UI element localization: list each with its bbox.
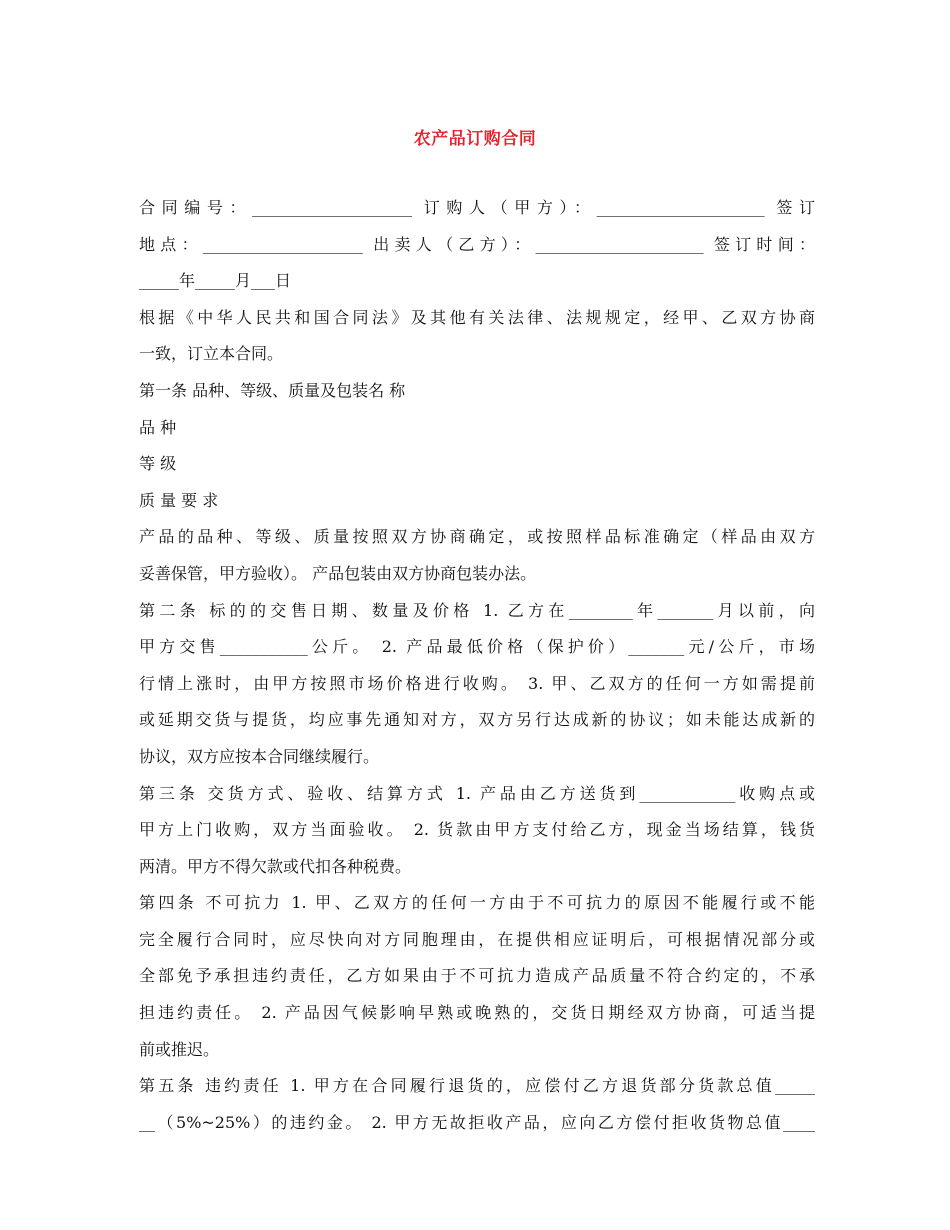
article-2-text: 第二条 标的的交售日期、数量及价格 1. 乙方在________年_______月以前，向 xyxy=(139,600,815,620)
article-2-text: 或延期交货与提货，均应事先通知对方，双方另行达成新的协议；如未能达成新的 xyxy=(139,710,815,730)
signing-date-line: _____年_____月___日 xyxy=(139,271,292,291)
article-4-text: 完全履行合同时，应尽快向对方同胞理由，在提供相应证明后，可根据情况部分或 xyxy=(139,929,815,949)
article-1-text: 妥善保管，甲方验收）。 产品包装由双方协商包装办法。 xyxy=(139,563,537,583)
contract-number-line: 合同编号：____________________ 订购人（甲方）：_____________________ 签订 xyxy=(139,198,815,217)
article-4-text: 担违约责任。 2. 产品因气候影响早熟或晚熟的，交货日期经双方协商，可适当提 xyxy=(139,1003,815,1023)
quality-label: 质 量 要 求 xyxy=(139,490,219,510)
document-body xyxy=(139,190,815,1141)
grade-label: 等 级 xyxy=(139,454,177,474)
preamble-line: 一致，订立本合同。 xyxy=(139,344,284,364)
article-1-text: 产品的品种、等级、质量按照双方协商确定，或按照样品标准确定（样品由双方 xyxy=(139,527,815,547)
signing-place-line: 地点：____________________ 出卖人（乙方）：_____________________ 签订时间： xyxy=(139,234,815,254)
article-2-text: 协议，双方应按本合同继续履行。 xyxy=(139,746,380,766)
article-3-text: 甲方上门收购，双方当面验收。 2. 货款由甲方支付给乙方，现金当场结算，钱货 xyxy=(139,820,815,840)
article-4-text: 全部免予承担违约责任，乙方如果由于不可抗力造成产品质量不符合约定的，不承 xyxy=(139,966,815,986)
article-2-text: 行情上涨时，由甲方按照市场价格进行收购。 3. 甲、乙双方的任何一方如需提前 xyxy=(139,673,815,693)
variety-label: 品 种 xyxy=(139,417,177,437)
article-3-text: 两清。甲方不得欠款或代扣各种税费。 xyxy=(139,856,412,876)
preamble-line: 根据《中华人民共和国合同法》及其他有关法律、法规规定，经甲、乙双方协商 xyxy=(139,307,815,327)
document-title: 农产品订购合同 xyxy=(413,129,537,149)
article-2-text: 甲方交售___________公斤。 2. 产品最低价格（保护价）_______元/公斤，市场 xyxy=(139,637,815,657)
article-5-text: __（5%~25%）的违约金。 2. 甲方无故拒收产品，应向乙方偿付拒收货物总值____ xyxy=(139,1112,815,1132)
article-4-text: 第四条 不可抗力 1. 甲、乙双方的任何一方由于不可抗力的原因不能履行或不能 xyxy=(139,893,815,913)
article-3-text: 第三条 交货方式、验收、结算方式 1. 产品由乙方送货到____________收购点或 xyxy=(139,783,815,803)
article-4-text: 前或推迟。 xyxy=(139,1039,220,1059)
article-5-text: 第五条 违约责任 1. 甲方在合同履行退货的，应偿付乙方退货部分货款总值_____ xyxy=(139,1076,815,1096)
article-1-heading: 第一条 品种、等级、质量及包装名 称 xyxy=(139,380,406,400)
